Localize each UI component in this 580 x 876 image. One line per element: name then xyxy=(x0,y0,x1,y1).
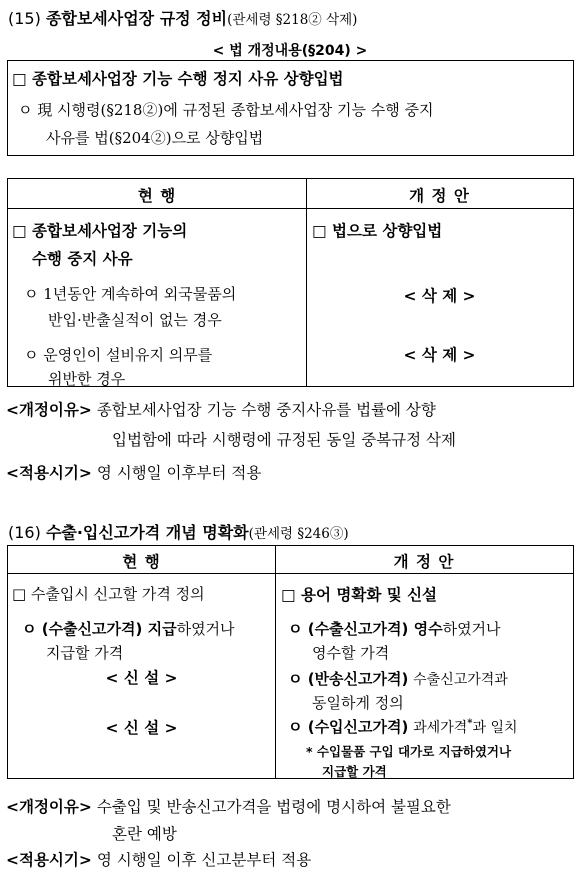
t16-proposed-item4-bold: ㅇ (수입신고가격) xyxy=(288,718,409,736)
t15-proposed-item1: □ 법으로 상향입법 xyxy=(312,222,443,240)
reason-16-line1: 수출입 및 반송신고가격을 법령에 명시하여 불필요한 xyxy=(96,798,451,816)
t15-proposed-item2: < 삭 제 > xyxy=(403,287,476,305)
timing-16-text: 영 시행일 이후 신고분부터 적용 xyxy=(96,851,312,869)
section-16-heading xyxy=(8,520,349,543)
t15-current-item3-line2: 위반한 경우 xyxy=(48,370,126,388)
law-change-box xyxy=(7,60,574,156)
t16-proposed-item3-rest: 수출신고가격과 xyxy=(413,672,508,688)
reason-16-label: <개정이유> xyxy=(6,798,92,816)
t16-proposed-item4-end: 과 일치 xyxy=(472,720,518,736)
table-15-header-current: 현 행 xyxy=(137,187,177,205)
reason-15-line1: 종합보세사업장 기능 수행 중지사유를 법률에 상향 xyxy=(96,401,436,419)
t16-proposed-note-line2: 지급할 가격 xyxy=(322,764,387,779)
law-item-detail-line2: 사유를 법(§204②)으로 상향입법 xyxy=(46,129,264,147)
section-16-ref: (관세령 §246③) xyxy=(248,526,349,542)
t15-current-item1-line2: 수행 중지 사유 xyxy=(32,250,133,268)
t15-current-item2-line1: ㅇ 1년동안 계속하여 외국물품의 xyxy=(24,285,237,303)
t16-current-item2-line2: 지급할 가격 xyxy=(46,644,124,662)
t16-proposed-item4-rest: 과세가격 xyxy=(413,720,468,736)
t16-proposed-item2-rest: 하였거나 xyxy=(442,620,501,638)
law-item-detail-line1: ㅇ 現 시행령(§218②)에 규정된 종합보세사업장 기능 수행 중지 xyxy=(18,101,434,119)
section-15-ref: (관세령 §218② 삭제) xyxy=(227,12,358,28)
t16-current-item4: < 신 설 > xyxy=(105,719,178,737)
reason-16-line2: 혼란 예방 xyxy=(112,825,177,843)
t16-proposed-item3-line1 xyxy=(288,668,508,689)
t16-current-item3: < 신 설 > xyxy=(105,669,178,687)
law-box-title: < 법 개정내용(§204) > xyxy=(212,43,368,59)
timing-15 xyxy=(6,461,261,483)
t16-proposed-item2-bold: ㅇ (수출신고가격) 영수 xyxy=(288,620,443,638)
timing-15-text: 영 시행일 이후부터 적용 xyxy=(96,464,262,482)
t16-current-item2-bold: ㅇ (수출신고가격) 지급 xyxy=(22,620,177,638)
t16-proposed-note-line1: * 수입물품 구입 대가로 지급하였거나 xyxy=(306,744,512,759)
t15-current-item2-line2: 반입·반출실적이 없는 경우 xyxy=(48,311,222,329)
reason-15 xyxy=(6,398,436,420)
t16-proposed-item3-bold: ㅇ (반송신고가격) xyxy=(288,670,409,688)
t16-current-item2-line1 xyxy=(22,618,235,639)
law-item-square: □ 종합보세사업장 기능 수행 정지 사유 상향입법 xyxy=(12,70,344,88)
t16-proposed-item1: □ 용어 명확화 및 신설 xyxy=(281,586,438,604)
t16-proposed-item4-line1 xyxy=(288,716,518,737)
t16-proposed-item2-line1 xyxy=(288,618,501,639)
section-16-title: 수출·입신고가격 개념 명확화 xyxy=(45,523,249,542)
t16-proposed-item3-line2: 동일하게 정의 xyxy=(312,694,404,712)
table-16-divider xyxy=(275,546,276,778)
timing-16 xyxy=(6,848,311,870)
t16-proposed-item4-star: * xyxy=(467,718,473,729)
section-15-number: (15) xyxy=(8,9,41,28)
comparison-table-16 xyxy=(7,545,574,779)
reason-16 xyxy=(6,795,451,817)
table-16-header-proposed: 개 정 안 xyxy=(393,553,455,571)
comparison-table-15 xyxy=(7,178,574,387)
table-15-header-proposed: 개 정 안 xyxy=(409,187,470,205)
timing-16-label: <적용시기> xyxy=(6,851,92,869)
reason-15-label: <개정이유> xyxy=(6,401,92,419)
t15-current-item1-line1: □ 종합보세사업장 기능의 xyxy=(12,222,188,240)
t16-current-item1: □ 수출입시 신고할 가격 정의 xyxy=(12,585,205,603)
t15-current-item3-line1: ㅇ 운영인이 설비유지 의무를 xyxy=(24,346,213,364)
t16-current-item2-rest: 하였거나 xyxy=(176,620,235,638)
reason-15-line2: 입법함에 따라 시행령에 규정된 동일 중복규정 삭제 xyxy=(112,431,456,449)
t15-proposed-item3: < 삭 제 > xyxy=(403,346,476,364)
section-15-heading xyxy=(8,6,357,29)
table-16-header-current: 현 행 xyxy=(122,553,161,571)
timing-15-label: <적용시기> xyxy=(6,464,92,482)
section-15-title: 종합보세사업장 규정 정비 xyxy=(45,9,228,28)
section-16-number: (16) xyxy=(8,523,41,542)
t16-proposed-item2-line2: 영수할 가격 xyxy=(312,644,390,662)
